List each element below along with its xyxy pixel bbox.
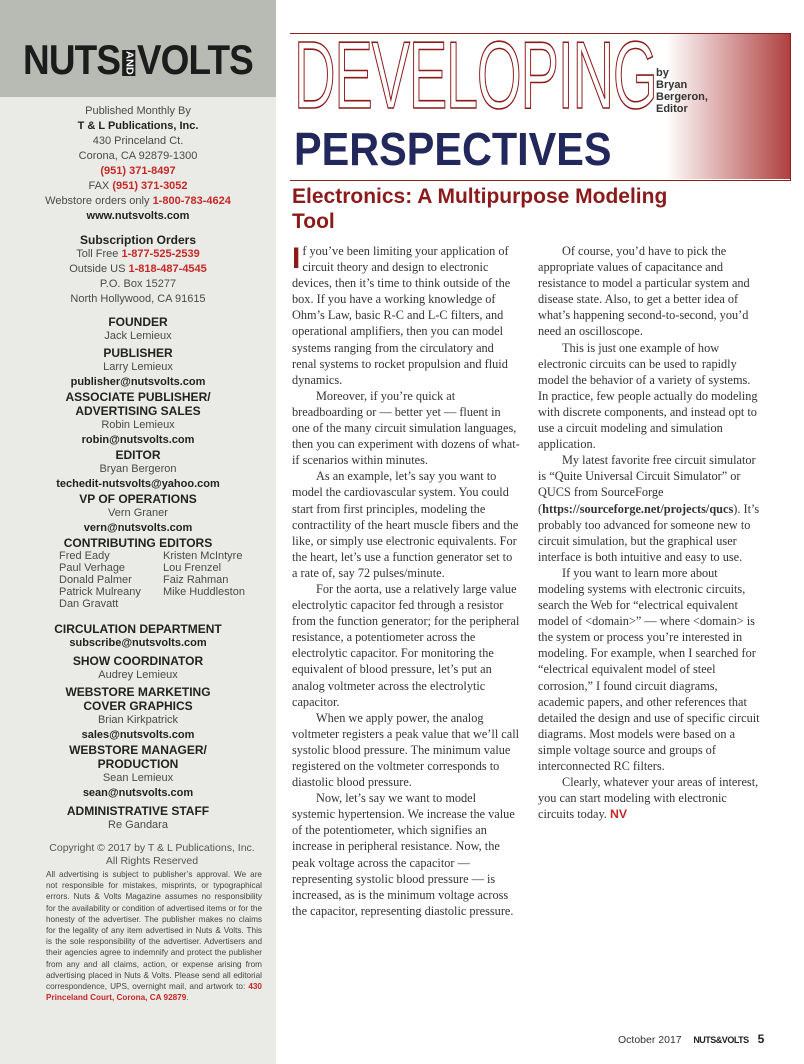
issue-date: October 2017 xyxy=(618,1034,682,1046)
admin-name: Re Gandara xyxy=(108,819,168,831)
fax-line: FAX (951) 371-3052 xyxy=(88,180,188,192)
legal-text: All advertising is subject to publisher’s approval. We are not responsible for mistakes, misprints, or typographical errors. Nuts & Volts Magazine assumes no responsibility for the availability or condition of advertised items or for the honesty of the advertiser. The publisher makes no claims for the legality of any item advertised in Nuts & Volts. This is the sole responsibility of the advertiser. Advertisers and their agencies agree to indemnify and protect the publisher from any and all claims, action, or expense arising from advertising placed in Nuts & Volts. Please send all editorial correspondence, UPS, overnight mail, and artwork to: xyxy=(46,870,262,992)
sales-email[interactable]: sales@nutsvolts.com xyxy=(81,729,195,741)
by-label: by xyxy=(656,67,669,79)
banner-perspectives: PERSPECTIVES xyxy=(294,123,612,175)
contrib-name: Dan Gravatt xyxy=(59,598,119,610)
admin-heading: ADMINISTRATIVE STAFF xyxy=(66,804,210,818)
staff-block-5 xyxy=(0,492,276,536)
webstore-marketing-name: Brian Kirkpatrick xyxy=(97,714,179,726)
contrib-heading: CONTRIBUTING EDITORS xyxy=(63,536,213,550)
staff-block-3 xyxy=(0,390,276,448)
page-number: 5 xyxy=(757,1032,765,1046)
contrib-name: Lou Frenzel xyxy=(163,562,222,574)
end-mark: NV xyxy=(609,807,628,822)
subscription-info xyxy=(0,233,276,307)
sean-email[interactable]: sean@nutsvolts.com xyxy=(82,787,194,799)
paragraph: As an example, let’s say you want to model the cardiovascular system. You could start from first principles, modeling the contractility of the heart muscle fibers and the like, or simply use electronic equivalents. For the heart, let’s use a function generator set to a rate of, say 72 pulses/minute. xyxy=(292,469,519,580)
production-heading: PRODUCTION xyxy=(97,757,179,771)
copyright-line: Copyright © 2017 by T & L Publications, Inc. xyxy=(49,842,255,854)
contrib-name: Patrick Mulreany xyxy=(59,586,141,598)
founder-heading: FOUNDER xyxy=(108,315,168,329)
assoc-email[interactable]: robin@nutsvolts.com xyxy=(81,434,195,446)
website-link[interactable]: www.nutsvolts.com xyxy=(86,210,190,222)
contrib-column-1 xyxy=(59,550,159,610)
staff-block-2 xyxy=(0,346,276,390)
contrib-name: Paul Verhage xyxy=(59,562,126,574)
article-column-1 xyxy=(292,243,520,919)
contrib-name: Kristen McIntyre xyxy=(163,550,243,562)
publisher-info xyxy=(0,104,276,224)
author-role: Editor xyxy=(656,103,688,115)
company-name: T & L Publications, Inc. xyxy=(77,120,199,132)
footer-brand: NUTS&VOLTS xyxy=(693,1035,749,1045)
contrib-name: Fred Eady xyxy=(59,550,110,562)
drop-cap: I xyxy=(292,242,301,275)
paragraph: If you’ve been limiting your application of circuit theory and design to electronic devices, then it’s time to think outside of the box. If you have a working knowledge of Ohm’s Law, basic R-C and L-C filters, and operational amplifiers, then you can model systems ranging from the circulatory and renal systems to rocket propulsion and fluid dynamics. xyxy=(292,242,511,387)
contrib-name: Faiz Rahman xyxy=(163,574,229,586)
show-name: Audrey Lemieux xyxy=(98,669,178,681)
staff-block-1 xyxy=(0,315,276,344)
author-byline xyxy=(656,67,708,115)
paragraph: My latest favorite free circuit simulator is “Quite Universal Circuit Simulator” or QUCS from SourceForge (https://sourceforge.net/projects/qucs). It’s probably too advanced for someone new to circuit simulation, but the graphical user interface is both intuitive and easy to use. xyxy=(538,453,760,564)
paragraph: Now, let’s say we want to model systemic hypertension. We increase the value of the potentiometer, which signifies an increase in peripheral resistance. Now, the peak voltage across the capacitor — representing systolic blood pressure — is increased, as is the minimum voltage across the capacitor, representing diastolic pressure. xyxy=(292,791,515,918)
vp-heading: VP OF OPERATIONS xyxy=(79,492,197,506)
show-heading: SHOW COORDINATOR xyxy=(72,654,204,668)
editor-heading: EDITOR xyxy=(115,448,161,462)
editor-email[interactable]: techedit-nutsvolts@yahoo.com xyxy=(56,478,220,490)
contrib-heading-wrap xyxy=(0,536,276,550)
paragraph: If you want to learn more about modeling systems with electronic circuits, search the Web for “electrical equivalent model of <domain>” — where <domain> is the system or process you’re interested in modeling. For example, when I searched for “electrical equivalent model of steel corrosion,” I found circuit diagrams, academic papers, and other references that detailed the design and use of specific circuit diagrams. Most models were based on a simple voltage source and groups of interconnected RC filters. xyxy=(538,565,760,773)
copyright-notice xyxy=(46,842,258,868)
publisher-name: Larry Lemieux xyxy=(103,361,173,373)
article-headline: Electronics: A Multipurpose Modeling Tool xyxy=(292,185,668,233)
contrib-name: Donald Palmer xyxy=(59,574,132,586)
publisher-email[interactable]: publisher@nutsvolts.com xyxy=(70,376,206,388)
assoc-heading-1: ASSOCIATE PUBLISHER/ xyxy=(65,390,211,404)
founder-name: Jack Lemieux xyxy=(104,330,172,342)
tollfree-line: Toll Free 1-877-525-2539 xyxy=(76,248,200,260)
editor-name: Bryan Bergeron xyxy=(99,463,177,475)
subscription-heading: Subscription Orders xyxy=(79,233,197,247)
page-footer xyxy=(618,1032,764,1046)
circulation-email[interactable]: subscribe@nutsvolts.com xyxy=(69,637,207,649)
legal-disclaimer: All advertising is subject to publisher’s approval. We are not responsible for mistakes, misprints, or typographical errors. Nuts & Volts Magazine assumes no responsibility for the availability or condition of advertised items or for the honesty of the advertiser. The publisher makes no claims for the legality of any item advertised in Nuts & Volts. This is the sole responsibility of the advertiser. Advertisers and their agencies agree to indemnify and protect the publisher from any and all claims, action, or expense arising from advertising placed in Nuts & Volts. Please send all editorial correspondence, UPS, overnight mail, and artwork to: 430 Princeland Court, Corona, CA 92879. xyxy=(46,870,262,1003)
circulation-heading: CIRCULATION DEPARTMENT xyxy=(54,622,222,636)
staff-block-4 xyxy=(0,448,276,492)
staff-block-9 xyxy=(0,743,276,801)
vp-name: Vern Graner xyxy=(108,507,168,519)
contrib-name: Mike Huddleston xyxy=(163,586,245,598)
nuts-and-volts-logo: NUTS ANDVOLTS xyxy=(23,36,253,83)
paragraph: Moreover, if you’re quick at breadboarding or — better yet — fluent in one of the many circuit simulation languages, then you can experiment with dozens of what-if scenarios within minutes. xyxy=(292,388,520,468)
rights-line: All Rights Reserved xyxy=(105,855,199,867)
phone-number: (951) 371-8497 xyxy=(100,165,176,177)
banner-developing: DEVELOPING xyxy=(294,22,657,129)
paragraph: Clearly, whatever your areas of interest, you can start modeling with electronic circuits today. NV xyxy=(538,775,759,822)
article-column-2 xyxy=(538,243,762,822)
staff-block-7 xyxy=(0,654,276,683)
paragraph: This is just one example of how electronic circuits can be used to rapidly model the behavior of a variety of systems. In practice, few people actually do modeling with discrete components, and instead opt to use a circuit modeling and simulation application. xyxy=(538,340,758,452)
publisher-heading: PUBLISHER xyxy=(103,346,173,360)
webstore-line: Webstore orders only 1-800-783-4624 xyxy=(45,195,231,207)
author-first: Bryan xyxy=(656,79,688,91)
legal-address: 430 Princeland Court, Corona, CA 92879 xyxy=(46,982,262,1003)
qucs-link[interactable]: https://sourceforge.net/projects/qucs xyxy=(542,501,734,516)
paragraph: For the aorta, use a relatively large value electrolytic capacitor fed through a resistor from the function generator; for the peripheral resistance, a potentiometer across the electrolytic capacitor. For monitoring the equivalent of blood pressure, let’s put an analog voltmeter across the electrolytic capacitor. xyxy=(292,581,520,709)
webstore-manager-heading: WEBSTORE MANAGER/ xyxy=(69,743,207,757)
staff-block-10 xyxy=(0,804,276,833)
staff-block-8 xyxy=(0,685,276,743)
contrib-column-2 xyxy=(163,550,263,598)
author-last: Bergeron, xyxy=(656,91,708,103)
outside-us-line: Outside US 1-818-487-4545 xyxy=(69,263,207,275)
vp-email[interactable]: vern@nutsvolts.com xyxy=(83,522,193,534)
assoc-heading-2: ADVERTISING SALES xyxy=(75,404,201,418)
paragraph: When we apply power, the analog voltmeter registers a peak value that we’ll call systolic blood pressure. The minimum value registered on the voltmeter corresponds to diastolic blood pressure. xyxy=(292,710,520,790)
webstore-marketing-heading: WEBSTORE MARKETING xyxy=(65,685,211,699)
po-box: P.O. Box 15277 xyxy=(99,278,177,290)
staff-block-6 xyxy=(0,622,276,651)
cover-graphics-heading: COVER GRAPHICS xyxy=(83,699,193,713)
webstore-manager-name: Sean Lemieux xyxy=(102,772,174,784)
address-line-1: 430 Princeland Ct. xyxy=(92,135,184,147)
po-city: North Hollywood, CA 91615 xyxy=(70,293,206,305)
address-line-2: Corona, CA 92879-1300 xyxy=(78,150,198,162)
published-by-label: Published Monthly By xyxy=(85,105,191,117)
assoc-name: Robin Lemieux xyxy=(101,419,175,431)
paragraph: Of course, you’d have to pick the appropriate values of capacitance and resistance to model a particular system and disease state. Also, to get a better idea of what’s happening second-to-second, you’d need an oscilloscope. xyxy=(538,244,750,339)
